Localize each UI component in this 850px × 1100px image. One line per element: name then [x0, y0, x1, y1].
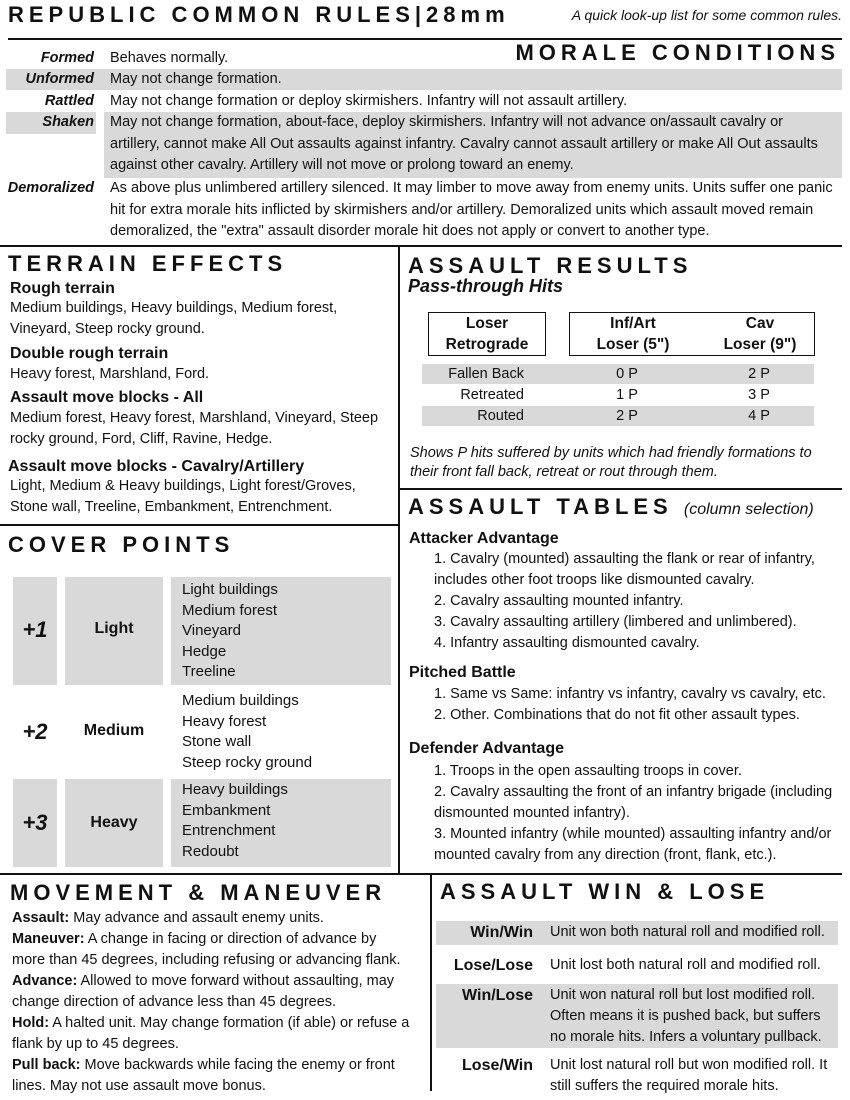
assault-results-title: ASSAULT RESULTS — [408, 253, 693, 278]
cover-item: Hedge — [182, 642, 227, 660]
terrain-heading: Double rough terrain — [10, 345, 169, 362]
morale-text: Behaves normally. — [110, 50, 229, 66]
cover-item: Embankment — [182, 801, 271, 819]
result-row — [422, 385, 814, 405]
assault-tables-note: (column selection) — [683, 501, 814, 518]
result-cav: 3 P — [748, 387, 770, 403]
win-lose-row — [436, 1055, 838, 1099]
column-divider — [398, 247, 400, 873]
movement-term: Maneuver: — [12, 931, 85, 947]
morale-row-shaken — [0, 112, 850, 178]
list-item: dismounted mounted infantry). — [434, 805, 630, 821]
cover-points: +2 — [22, 719, 48, 744]
assault-results-rule — [400, 488, 842, 490]
list-item: mounted cavalry from any direction (front, flank, etc.). — [434, 847, 777, 863]
list-item: 2. Cavalry assaulting mounted infantry. — [434, 593, 684, 609]
list-item: 1. Same vs Same: infantry vs infantry, cavalry vs cavalry, etc. — [434, 686, 826, 702]
defender-heading: Defender Advantage — [409, 740, 564, 757]
bottom-divider — [430, 875, 432, 1091]
win-lose-key: Lose/Lose — [453, 957, 533, 974]
win-lose-row — [436, 984, 838, 1048]
morale-row-formed — [0, 48, 850, 69]
cover-level: Heavy — [90, 814, 138, 831]
morale-label: Rattled — [44, 93, 94, 109]
movement-text: May advance and assault enemy units. — [69, 910, 324, 926]
morale-label: Shaken — [42, 114, 94, 130]
terrain-text: Light, Medium & Heavy buildings, Light forest/Groves, Stone wall, Treeline, Embankment, Entrenchment. — [10, 478, 356, 515]
list-item: 4. Infantry assaulting dismounted cavalry. — [434, 635, 700, 651]
cover-level: Light — [94, 620, 134, 637]
header-line: Loser — [465, 315, 509, 332]
assault-results-subtitle: Pass-through Hits — [408, 276, 564, 296]
cover-item: Redoubt — [182, 842, 239, 860]
movement-text: Move backwards while facing the enemy or front lines. May not use assault move bonus. — [12, 1057, 395, 1094]
terrain-heading: Assault move blocks - All — [10, 389, 204, 406]
win-lose-text: Unit won natural roll but lost modified roll. Often means it is pushed back, but suffers no morale hits. Infers a voluntary pullback. — [550, 987, 822, 1045]
cover-list — [182, 580, 278, 683]
terrain-rule — [0, 524, 400, 526]
cover-item: Light buildings — [182, 581, 278, 598]
result-cav: 4 P — [748, 408, 770, 424]
movement-item — [12, 1013, 422, 1055]
list-item: 3. Mounted infantry (while mounted) assaulting infantry and/or — [434, 826, 832, 842]
cover-item: Heavy buildings — [182, 781, 288, 798]
assault-tables-title-text: ASSAULT TABLES — [408, 494, 673, 519]
cover-title: COVER POINTS — [8, 532, 235, 557]
movement-term: Hold: — [12, 1015, 50, 1031]
morale-row-demoralized — [0, 178, 850, 244]
movement-item — [12, 1055, 412, 1097]
morale-row-rattled — [0, 91, 850, 112]
cover-points: +1 — [22, 617, 48, 642]
terrain-text: Medium buildings, Heavy buildings, Medium forest, Vineyard, Steep rocky ground. — [10, 300, 338, 337]
terrain-heading: Rough terrain — [10, 280, 115, 297]
movement-item — [12, 908, 422, 929]
morale-text: May not change formation. — [110, 71, 282, 87]
movement-term: Pull back: — [12, 1057, 81, 1073]
movement-text: Allowed to move forward without assaulting, may change direction of advance less than 45 degrees. — [12, 973, 395, 1010]
list-item: 2. Other. Combinations that do not fit other assault types. — [434, 707, 800, 723]
loser-retrograde-header — [428, 312, 546, 356]
win-lose-text: Unit lost both natural roll and modified roll. — [550, 957, 821, 973]
cover-item: Medium buildings — [182, 692, 299, 709]
cover-item: Treeline — [182, 663, 236, 680]
page-title: REPUBLIC COMMON RULES|28mm — [8, 2, 510, 27]
cover-list — [182, 780, 288, 862]
attacker-list — [434, 549, 844, 654]
cover-item: Steep rocky ground — [182, 753, 313, 771]
terrain-text: Heavy forest, Marshland, Ford. — [10, 366, 210, 382]
list-item: 3. Cavalry assaulting artillery (limbered and unlimbered). — [434, 614, 797, 630]
cover-list — [182, 691, 312, 773]
header-line: Loser (5") — [596, 336, 670, 353]
bottom-rule — [0, 873, 842, 875]
movement-item — [12, 971, 412, 1013]
win-lose-key: Win/Lose — [462, 987, 533, 1004]
terrain-heading: Assault move blocks - Cavalry/Artillery — [8, 458, 305, 475]
header-line: Cav — [745, 315, 775, 332]
win-lose-text: Unit won both natural roll and modified roll. — [550, 924, 825, 940]
cover-item: Entrenchment — [182, 822, 276, 839]
movement-term: Advance: — [12, 973, 78, 989]
pitched-list — [434, 684, 844, 726]
page-subtitle: A quick look-up list for some common rules. — [571, 7, 842, 23]
list-item: includes other foot troops like dismounted cavalry. — [434, 572, 755, 588]
morale-label: Unformed — [25, 71, 94, 87]
morale-text: As above plus unlimbered artillery silenced. It may limber to move away from enemy units. Units suffer one panic hit for extra morale hits inflicted by skirmishers and/or artillery. Demoralized units which assault moved remain demoralized, the "extra" assault disorder morale hit does not apply or convert to another type. — [110, 180, 833, 239]
assault-tables-title — [408, 494, 814, 520]
morale-text: May not change formation or deploy skirmishers. Infantry will not assault artillery. — [110, 93, 628, 109]
win-lose-row — [436, 921, 838, 945]
morale-rule — [0, 245, 842, 247]
terrain-text: Medium forest, Heavy forest, Marshland, Vineyard, Steep rocky ground, Ford, Cliff, Ravine, Hedge. — [10, 410, 379, 447]
morale-label: Formed — [40, 50, 94, 66]
list-item: 2. Cavalry assaulting the front of an infantry brigade (including — [434, 784, 833, 800]
header-line: Inf/Art — [610, 315, 656, 332]
cover-level: Medium — [83, 722, 145, 739]
result-cav: 2 P — [748, 366, 770, 382]
morale-label: Demoralized — [7, 180, 94, 196]
inf-cav-header — [569, 312, 815, 356]
result-row — [422, 364, 814, 384]
win-lose-row — [436, 955, 838, 977]
win-lose-key: Lose/Win — [462, 1057, 533, 1074]
morale-row-unformed — [0, 69, 850, 90]
pitched-heading: Pitched Battle — [409, 664, 516, 681]
win-lose-title: ASSAULT WIN & LOSE — [440, 879, 770, 904]
morale-text: May not change formation, about-face, deploy skirmishers. Infantry will not advance on/assault cavalry or artillery, cannot make All Out assaults against infantry. Cavalry cannot assault artillery or make All Out assaults against other cavalry. Artillery will not move or prolong toward an enemy. — [110, 114, 818, 173]
movement-item — [12, 929, 412, 971]
movement-term: Assault: — [12, 910, 70, 926]
cover-item: Medium forest — [182, 601, 278, 619]
list-item: 1. Cavalry (mounted) assaulting the flank or rear of infantry, — [434, 551, 815, 567]
attacker-heading: Attacker Advantage — [409, 530, 559, 547]
header-line: Retrograde — [445, 336, 529, 353]
cover-item: Stone wall — [182, 733, 252, 750]
list-item: 1. Troops in the open assaulting troops in cover. — [434, 763, 742, 779]
win-lose-key: Win/Win — [470, 924, 533, 941]
result-label: Fallen Back — [448, 366, 524, 382]
cover-item: Vineyard — [182, 622, 241, 639]
win-lose-text: Unit lost natural roll but won modified roll. It still suffers the required morale hits. — [550, 1057, 828, 1094]
header-line: Loser (9") — [723, 336, 797, 353]
result-label: Retreated — [460, 387, 524, 403]
cover-points: +3 — [22, 810, 48, 835]
cover-item: Heavy forest — [182, 712, 267, 730]
result-row — [422, 406, 814, 426]
result-inf: 1 P — [616, 387, 638, 403]
assault-results-note: Shows P hits suffered by units which had friendly formations to their front fall back, retreat or rout through them. — [410, 445, 812, 480]
defender-list — [434, 761, 844, 866]
movement-text: A halted unit. May change formation (if able) or refuse a flank by up to 45 degrees. — [12, 1015, 410, 1052]
result-inf: 0 P — [616, 366, 638, 382]
movement-title: MOVEMENT & MANEUVER — [10, 880, 387, 905]
morale-title: MORALE CONDITIONS — [515, 40, 840, 65]
result-inf: 2 P — [616, 408, 638, 424]
result-label: Routed — [477, 408, 524, 424]
terrain-title: TERRAIN EFFECTS — [8, 251, 288, 276]
movement-text: A change in facing or direction of advance by more than 45 degrees, including refusing or advancing flank. — [12, 931, 401, 968]
